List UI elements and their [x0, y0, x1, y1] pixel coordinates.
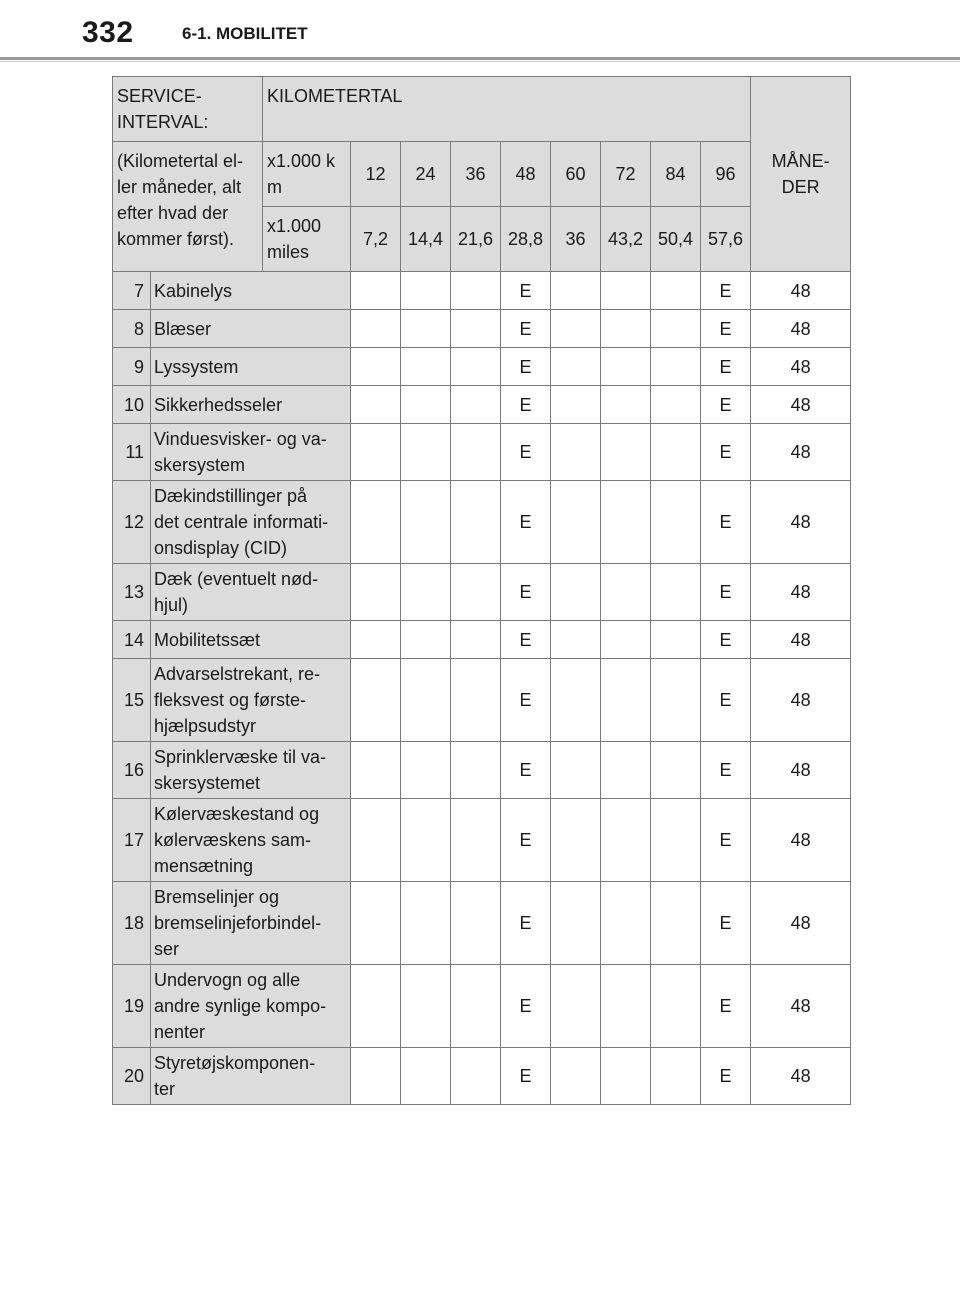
months-cell: 48	[751, 386, 851, 424]
interval-cell: E	[701, 424, 751, 481]
interval-cell	[351, 965, 401, 1048]
interval-cell	[351, 272, 401, 310]
km-value: 12	[351, 142, 401, 207]
interval-cell	[451, 799, 501, 882]
km-value: 84	[651, 142, 701, 207]
interval-cell	[401, 272, 451, 310]
interval-cell	[451, 481, 501, 564]
interval-cell	[651, 272, 701, 310]
maintenance-schedule-table	[112, 76, 851, 1105]
months-cell: 48	[751, 310, 851, 348]
months-cell: 48	[751, 481, 851, 564]
interval-cell	[551, 742, 601, 799]
interval-cell: E	[701, 659, 751, 742]
interval-cell	[351, 310, 401, 348]
interval-cell: E	[501, 564, 551, 621]
row-number: 14	[113, 621, 151, 659]
interval-cell	[451, 310, 501, 348]
row-number: 11	[113, 424, 151, 481]
interval-cell	[401, 799, 451, 882]
interval-cell	[401, 965, 451, 1048]
interval-cell: E	[501, 882, 551, 965]
interval-cell	[351, 424, 401, 481]
interval-cell	[651, 965, 701, 1048]
interval-cell	[401, 424, 451, 481]
item-name: Blæser	[151, 310, 351, 348]
interval-cell	[601, 310, 651, 348]
km-unit: x1.000 k m	[263, 142, 351, 207]
interval-cell	[651, 742, 701, 799]
interval-cell: E	[701, 564, 751, 621]
interval-cell	[351, 742, 401, 799]
table-row	[113, 424, 851, 481]
interval-cell: E	[501, 1048, 551, 1105]
interval-cell	[401, 310, 451, 348]
odometer-label: KILOMETERTAL	[263, 77, 751, 142]
item-name: Undervogn og alle andre synlige kompo- nenter	[151, 965, 351, 1048]
table-row	[113, 310, 851, 348]
interval-cell	[401, 348, 451, 386]
interval-cell: E	[501, 742, 551, 799]
interval-cell: E	[701, 348, 751, 386]
table-row	[113, 882, 851, 965]
interval-cell	[401, 1048, 451, 1105]
interval-cell	[401, 621, 451, 659]
interval-cell	[651, 310, 701, 348]
row-number: 7	[113, 272, 151, 310]
table-row	[113, 386, 851, 424]
interval-note: (Kilometertal el- ler måneder, alt efter hvad der kommer først).	[113, 142, 263, 272]
interval-cell	[601, 965, 651, 1048]
item-name: Dækindstillinger på det centrale informati- onsdisplay (CID)	[151, 481, 351, 564]
miles-value: 14,4	[401, 207, 451, 272]
interval-cell	[651, 481, 701, 564]
interval-cell: E	[501, 621, 551, 659]
miles-value: 43,2	[601, 207, 651, 272]
interval-cell: E	[701, 965, 751, 1048]
table-row	[113, 799, 851, 882]
miles-value: 21,6	[451, 207, 501, 272]
km-value: 60	[551, 142, 601, 207]
interval-cell	[551, 1048, 601, 1105]
months-cell: 48	[751, 659, 851, 742]
interval-cell	[451, 882, 501, 965]
interval-cell	[451, 424, 501, 481]
interval-cell: E	[701, 310, 751, 348]
item-name: Mobilitetssæt	[151, 621, 351, 659]
interval-cell	[401, 564, 451, 621]
interval-cell	[451, 659, 501, 742]
miles-value: 50,4	[651, 207, 701, 272]
interval-cell	[551, 564, 601, 621]
interval-cell	[451, 564, 501, 621]
months-label: MÅNE- DER	[751, 77, 851, 272]
header-row-km	[113, 142, 851, 207]
interval-cell	[601, 621, 651, 659]
km-value: 24	[401, 142, 451, 207]
months-cell: 48	[751, 799, 851, 882]
months-cell: 48	[751, 564, 851, 621]
interval-cell	[551, 882, 601, 965]
interval-cell	[651, 1048, 701, 1105]
interval-cell	[351, 882, 401, 965]
row-number: 19	[113, 965, 151, 1048]
miles-unit: x1.000 miles	[263, 207, 351, 272]
interval-cell: E	[701, 621, 751, 659]
interval-cell	[351, 481, 401, 564]
interval-cell	[601, 272, 651, 310]
table-row	[113, 564, 851, 621]
km-value: 36	[451, 142, 501, 207]
interval-cell	[601, 799, 651, 882]
interval-cell	[551, 424, 601, 481]
interval-cell	[451, 965, 501, 1048]
interval-cell	[601, 481, 651, 564]
interval-cell	[651, 348, 701, 386]
header-divider-shadow	[0, 61, 960, 62]
page-number: 332	[82, 16, 134, 49]
interval-cell	[601, 882, 651, 965]
interval-cell	[601, 742, 651, 799]
interval-cell	[551, 621, 601, 659]
interval-cell	[451, 386, 501, 424]
interval-cell: E	[501, 481, 551, 564]
item-name: Sprinklervæske til va- skersystemet	[151, 742, 351, 799]
miles-value: 7,2	[351, 207, 401, 272]
interval-cell: E	[701, 1048, 751, 1105]
months-cell: 48	[751, 348, 851, 386]
months-cell: 48	[751, 742, 851, 799]
interval-cell	[651, 424, 701, 481]
interval-cell: E	[701, 882, 751, 965]
interval-cell	[401, 882, 451, 965]
interval-cell	[551, 310, 601, 348]
interval-cell	[601, 348, 651, 386]
table-row	[113, 621, 851, 659]
months-cell: 48	[751, 965, 851, 1048]
interval-cell	[351, 621, 401, 659]
table-row	[113, 965, 851, 1048]
table-row	[113, 481, 851, 564]
months-cell: 48	[751, 424, 851, 481]
interval-cell	[601, 1048, 651, 1105]
row-number: 8	[113, 310, 151, 348]
row-number: 18	[113, 882, 151, 965]
interval-cell	[351, 564, 401, 621]
interval-cell	[651, 882, 701, 965]
interval-cell	[551, 272, 601, 310]
interval-cell	[451, 1048, 501, 1105]
interval-cell	[551, 659, 601, 742]
table-row	[113, 348, 851, 386]
row-number: 13	[113, 564, 151, 621]
item-name: Advarselstrekant, re- fleksvest og første- hjælpsudstyr	[151, 659, 351, 742]
months-cell: 48	[751, 272, 851, 310]
row-number: 10	[113, 386, 151, 424]
interval-cell: E	[701, 742, 751, 799]
interval-cell	[401, 742, 451, 799]
item-name: Bremselinjer og bremselinjeforbindel- ser	[151, 882, 351, 965]
table-row	[113, 659, 851, 742]
row-number: 16	[113, 742, 151, 799]
interval-cell	[601, 659, 651, 742]
item-name: Kabinelys	[151, 272, 351, 310]
item-name: Sikkerhedsseler	[151, 386, 351, 424]
interval-cell	[451, 272, 501, 310]
item-name: Vinduesvisker- og va- skersystem	[151, 424, 351, 481]
row-number: 12	[113, 481, 151, 564]
interval-cell: E	[501, 799, 551, 882]
interval-cell	[601, 386, 651, 424]
interval-cell	[401, 659, 451, 742]
interval-cell	[651, 564, 701, 621]
miles-value: 36	[551, 207, 601, 272]
table-row	[113, 1048, 851, 1105]
row-number: 15	[113, 659, 151, 742]
header-divider	[0, 57, 960, 60]
interval-cell	[651, 659, 701, 742]
table-row	[113, 742, 851, 799]
months-cell: 48	[751, 882, 851, 965]
interval-cell	[551, 386, 601, 424]
interval-cell: E	[501, 386, 551, 424]
km-value: 72	[601, 142, 651, 207]
interval-cell	[351, 1048, 401, 1105]
interval-cell: E	[501, 659, 551, 742]
item-name: Dæk (eventuelt nød- hjul)	[151, 564, 351, 621]
interval-cell	[451, 621, 501, 659]
interval-cell	[551, 481, 601, 564]
interval-cell	[401, 386, 451, 424]
interval-cell	[401, 481, 451, 564]
interval-cell	[551, 348, 601, 386]
section-title: 6-1. MOBILITET	[182, 24, 308, 43]
table-row	[113, 272, 851, 310]
item-name: Lyssystem	[151, 348, 351, 386]
item-name: Styretøjskomponen- ter	[151, 1048, 351, 1105]
interval-cell: E	[501, 348, 551, 386]
miles-value: 28,8	[501, 207, 551, 272]
interval-cell: E	[701, 799, 751, 882]
interval-cell	[651, 386, 701, 424]
interval-cell: E	[501, 272, 551, 310]
interval-cell	[651, 799, 701, 882]
header-row-interval	[113, 77, 851, 142]
row-number: 20	[113, 1048, 151, 1105]
interval-cell: E	[501, 310, 551, 348]
interval-cell	[351, 386, 401, 424]
miles-value: 57,6	[701, 207, 751, 272]
row-number: 9	[113, 348, 151, 386]
interval-cell	[601, 424, 651, 481]
interval-cell	[451, 742, 501, 799]
interval-cell	[551, 965, 601, 1048]
months-cell: 48	[751, 621, 851, 659]
interval-cell	[351, 799, 401, 882]
interval-cell	[451, 348, 501, 386]
interval-cell	[651, 621, 701, 659]
interval-cell	[551, 799, 601, 882]
interval-cell: E	[501, 965, 551, 1048]
row-number: 17	[113, 799, 151, 882]
km-value: 96	[701, 142, 751, 207]
interval-cell: E	[701, 481, 751, 564]
interval-cell: E	[701, 386, 751, 424]
interval-cell	[351, 348, 401, 386]
interval-cell	[601, 564, 651, 621]
interval-cell	[351, 659, 401, 742]
months-cell: 48	[751, 1048, 851, 1105]
service-interval-label: SERVICE- INTERVAL:	[113, 77, 263, 142]
item-name: Kølervæskestand og kølervæskens sam- mensætning	[151, 799, 351, 882]
km-value: 48	[501, 142, 551, 207]
interval-cell: E	[701, 272, 751, 310]
interval-cell: E	[501, 424, 551, 481]
